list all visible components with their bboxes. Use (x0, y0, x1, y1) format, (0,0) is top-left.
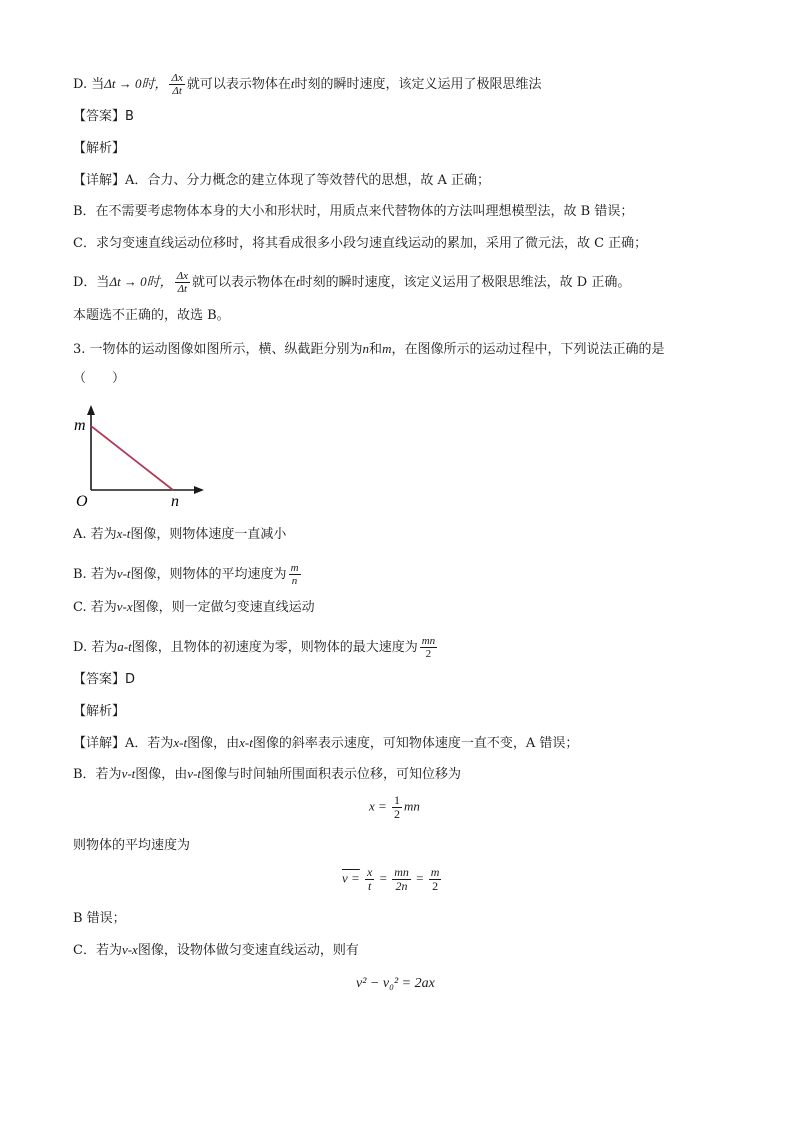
detail-a-text: 图像的斜率表示速度，可知物体速度一直不变，A 错误； (252, 736, 579, 751)
motion-graph (70, 398, 210, 510)
delta-t-expression: Δt → 0时， (104, 76, 168, 91)
detail-b-prev: B．在不需要考虑物体本身的大小和形状时，用质点来代替物体的方法叫理想模型法，故 B 错误； (73, 204, 634, 219)
option-a-text: 图像，则物体速度一直减小 (130, 527, 287, 542)
fraction-numerator: mn (394, 865, 409, 879)
detail-c-prev: C．求匀变速直线运动位移时，将其看成很多小段匀速直线运动的累加，采用了微元法，故 C 正确； (73, 236, 648, 251)
option-b-var: v-t (116, 566, 131, 581)
eq1-lhs: x = (369, 798, 387, 814)
fraction-denominator: t (368, 879, 372, 893)
stem-part-2: ，在图像所示的运动过程中，下列说法正确的是 (391, 342, 665, 357)
fraction-numerator: 1 (394, 793, 401, 807)
fraction-numerator: x (367, 865, 373, 879)
option-a-prefix: A. 若为 (73, 527, 117, 542)
detail-a-prev (73, 172, 490, 190)
detail-a-q3 (73, 734, 578, 753)
var-m: m (382, 341, 392, 356)
delta-t-expression: Δt → 0时， (109, 274, 173, 289)
option-a (73, 525, 286, 544)
detail-a-var: x-t (173, 735, 188, 750)
detail-c-prefix: C．若为 (73, 943, 122, 958)
detail-d-prev (73, 270, 630, 295)
option-b-fraction (289, 562, 301, 587)
detail-d-text: 就可以表示物体在 (192, 275, 297, 290)
option-d-var: a-t (117, 639, 132, 654)
dx-dt-fraction (169, 72, 184, 97)
answer-bracket: （ ） (73, 371, 126, 386)
eq1-fraction (392, 794, 402, 821)
fraction-numerator: m (290, 562, 299, 574)
option-d (73, 635, 439, 660)
option-d-prefix: D. 当 (73, 77, 105, 92)
option-a-var: x-t (116, 526, 131, 541)
fraction-denominator: Δt (172, 85, 182, 97)
stem-part-1: 3. 一物体的运动图像如图所示，横、纵截距分别为 (73, 342, 363, 357)
origin-label: O (76, 493, 88, 510)
option-d-text: 图像，且物体的初速度为零，则物体的最大速度为 (131, 640, 418, 655)
graph-line (91, 426, 173, 490)
detail-b-text: 图像与时间轴所围面积表示位移，可知位移为 (201, 767, 462, 782)
option-d-prev (73, 72, 541, 97)
answer-q3: 【答案】D (73, 672, 136, 687)
x-intercept-label: n (171, 493, 179, 510)
dx-dt-fraction (175, 270, 190, 295)
detail-b-var: v-t (121, 766, 136, 781)
option-d-text: 就可以表示物体在 (186, 77, 291, 92)
stem-and: 和 (369, 342, 383, 357)
eq2-fraction-2 (392, 866, 411, 893)
detail-a-mid: 图像，由 (187, 736, 240, 751)
kinematic-equation: v² − v₀² = 2ax (356, 976, 435, 991)
option-d-prefix: D. 若为 (73, 640, 118, 655)
fraction-numerator: mn (421, 635, 436, 647)
detail-a-text: A．合力、分力概念的建立体现了等效替代的思想，故 A 正确； (125, 173, 491, 188)
option-b (73, 562, 303, 587)
y-axis-arrow (87, 405, 95, 415)
time-variable: t (296, 274, 300, 289)
detail-a-prefix: A．若为 (125, 736, 174, 751)
eq2-lhs: v = (342, 870, 360, 886)
analysis-label-prev: 【解析】 (73, 141, 126, 156)
detail-heading: 【详解】 (73, 173, 126, 188)
detail-b-mid: 图像，由 (135, 767, 188, 782)
option-c (73, 598, 315, 617)
detail-d-tail: 时刻的瞬时速度，该定义运用了极限思维法，故 D 正确。 (299, 275, 631, 290)
y-intercept-label: m (74, 417, 86, 434)
x-axis-arrow (194, 486, 204, 494)
average-velocity-text: 则物体的平均速度为 (73, 838, 191, 853)
b-wrong-text: B 错误； (73, 911, 126, 926)
analysis-label-q3: 【解析】 (73, 704, 126, 719)
average-velocity-equation (342, 866, 443, 893)
eq2-fraction-1 (365, 866, 374, 893)
answer-prev: 【答案】B (73, 109, 134, 124)
detail-b-prefix: B．若为 (73, 767, 122, 782)
detail-b-q3 (73, 765, 461, 784)
detail-b-var2: v-t (187, 766, 202, 781)
equals-sign: = (416, 870, 424, 886)
displacement-equation (369, 794, 420, 821)
fraction-denominator: 2 (425, 648, 432, 660)
option-d-tail: 时刻的瞬时速度，该定义运用了极限思维法 (294, 77, 542, 92)
eq1-rhs: mn (404, 798, 420, 814)
detail-a-var2: x-t (239, 735, 253, 750)
detail-heading: 【详解】 (73, 736, 126, 751)
detail-c-q3 (73, 941, 359, 960)
detail-c-var: v-x (121, 942, 138, 957)
time-variable: t (290, 76, 295, 91)
var-n: n (362, 341, 370, 356)
option-c-prefix: C. 若为 (73, 600, 117, 615)
fraction-denominator: 2 (394, 807, 401, 821)
equals-sign: = (379, 870, 387, 886)
detail-d-prefix: D．当 (73, 275, 110, 290)
option-c-var: v-x (116, 599, 133, 614)
fraction-numerator: m (430, 865, 440, 879)
fraction-numerator: Δx (171, 72, 183, 84)
question-3-stem (73, 340, 664, 359)
fraction-numerator: Δx (176, 270, 189, 282)
option-c-text: 图像，则一定做匀变速直线运动 (132, 600, 315, 615)
option-b-text: 图像，则物体的平均速度为 (130, 567, 287, 582)
fraction-denominator: 2 (432, 879, 439, 893)
fraction-denominator: 2n (395, 879, 408, 893)
fraction-denominator: Δt (177, 283, 188, 295)
fraction-denominator: n (291, 575, 298, 587)
option-b-prefix: B. 若为 (73, 567, 117, 582)
eq2-fraction-3 (429, 866, 442, 893)
detail-c-text: 图像，设物体做匀变速直线运动，则有 (137, 943, 359, 958)
option-d-fraction (420, 635, 437, 660)
conclusion-prev: 本题选不正确的，故选 B。 (73, 308, 230, 323)
